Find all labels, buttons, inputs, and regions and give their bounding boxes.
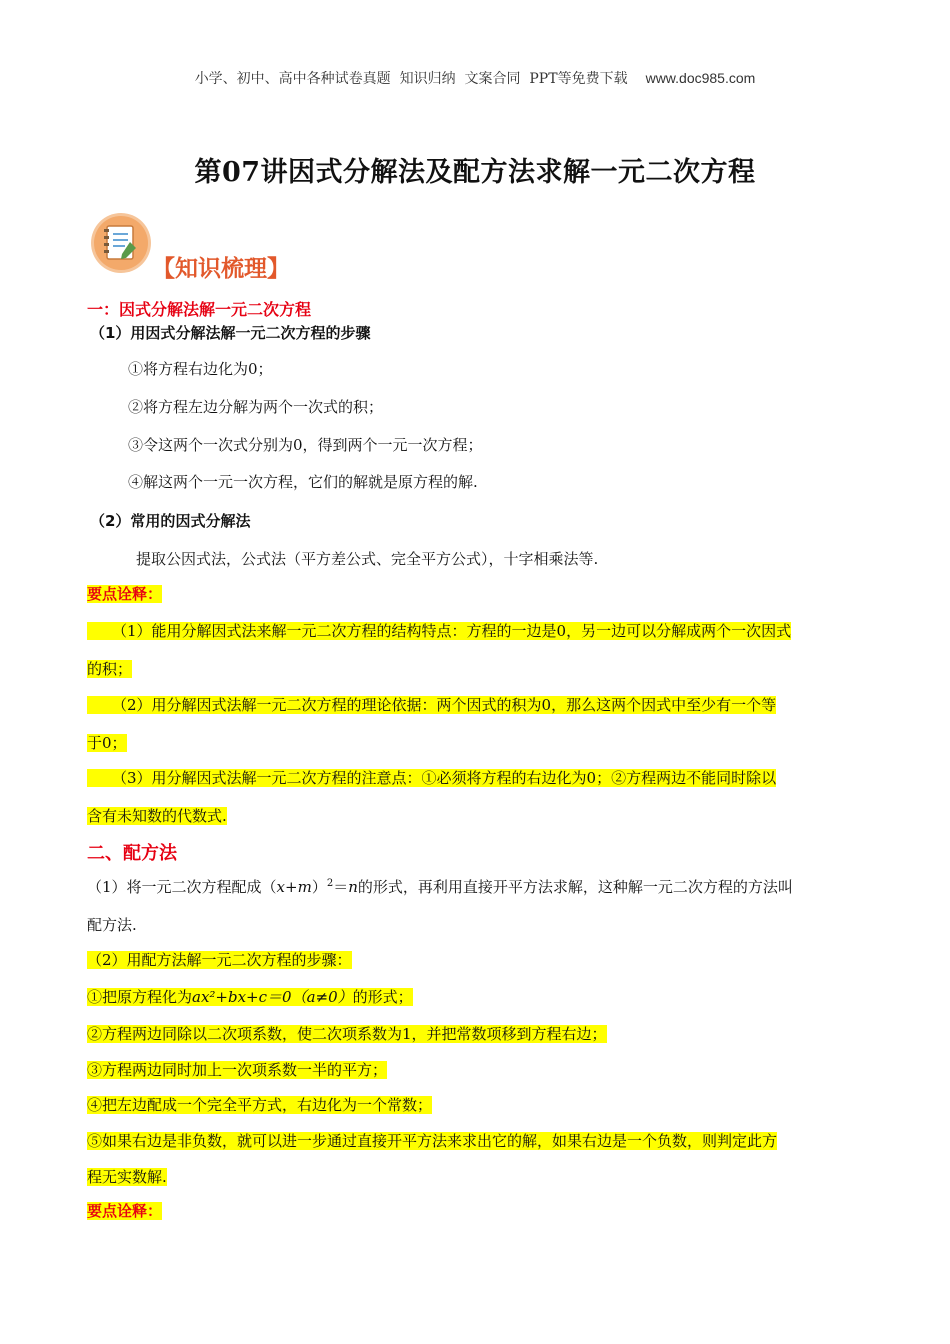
- header-url[interactable]: www.doc985.com: [645, 70, 756, 86]
- part2-step-5-line1: ⑤如果右边是非负数，就可以进一步通过直接开平方法来求出它的解，如果右边是一个负数，则判定此方: [87, 1132, 778, 1150]
- part1-sub1-title: （1）用因式分解法解一元二次方程的步骤: [90, 324, 371, 342]
- step-4: ④解这两个一元一次方程，它们的解就是原方程的解.: [128, 473, 478, 491]
- part1-key-label: 要点诠释：: [87, 585, 163, 603]
- part2-p2-title: （2）用配方法解一元二次方程的步骤：: [87, 951, 352, 969]
- part2-key-label: 要点诠释：: [87, 1202, 163, 1220]
- note-2-line1: （2）用分解因式法解一元二次方程的理论依据：两个因式的积为0，那么这两个因式中至少有一个等: [87, 696, 776, 714]
- part2-step-2: ②方程两边同除以二次项系数，使二次项系数为1，并把常数项移到方程右边；: [87, 1025, 607, 1043]
- notebook-icon: [90, 212, 152, 274]
- part2-heading: 二、配方法: [87, 843, 177, 864]
- header-text: 小学、初中、高中各种试卷真题 知识归纳 文案合同 PPT等免费下载: [194, 71, 628, 87]
- part2-step-1: ①把原方程化为ax²+bx+c＝0（a≠0）的形式；: [87, 988, 413, 1006]
- section-tag: 【知识梳理】: [152, 255, 290, 282]
- part1-sub2-title: （2）常用的因式分解法: [90, 512, 251, 530]
- page-title: 第07讲因式分解法及配方法求解一元二次方程: [194, 157, 756, 188]
- step-3: ③令这两个一次式分别为0，得到两个一元一次方程；: [128, 436, 483, 454]
- note-3-line1: （3）用分解因式法解一元二次方程的注意点：①必须将方程的右边化为0；②方程两边不能同时除以: [87, 769, 776, 787]
- part2-step-4: ④把左边配成一个完全平方式，右边化为一个常数；: [87, 1096, 433, 1114]
- note-2-line2: 于0；: [87, 734, 127, 752]
- page-header: [0, 68, 950, 88]
- part1-heading: 一：因式分解法解一元二次方程: [87, 300, 312, 319]
- note-3-line2: 含有未知数的代数式.: [87, 807, 227, 825]
- note-1-line2: 的积；: [87, 660, 133, 678]
- part1-sub2-text: 提取公因式法，公式法（平方差公式、完全平方公式），十字相乘法等.: [136, 550, 599, 568]
- note-1-line1: （1）能用分解因式法来解一元二次方程的结构特点：方程的一边是0，另一边可以分解成两个一次因式: [87, 622, 791, 640]
- part2-step-5-line2: 程无实数解.: [87, 1168, 167, 1186]
- part2-step-3: ③方程两边同时加上一次项系数一半的平方；: [87, 1061, 388, 1079]
- part2-p1-line2: 配方法.: [87, 916, 137, 934]
- part2-p1-line1: （1）将一元二次方程配成$(x+m)^2=n$的形式，再利用直接开平方法求解，这种解一元二次方程的方法叫: [87, 878, 793, 896]
- step-1: ①将方程右边化为0；: [128, 360, 273, 378]
- step-2: ②将方程左边分解为两个一次式的积；: [128, 398, 384, 416]
